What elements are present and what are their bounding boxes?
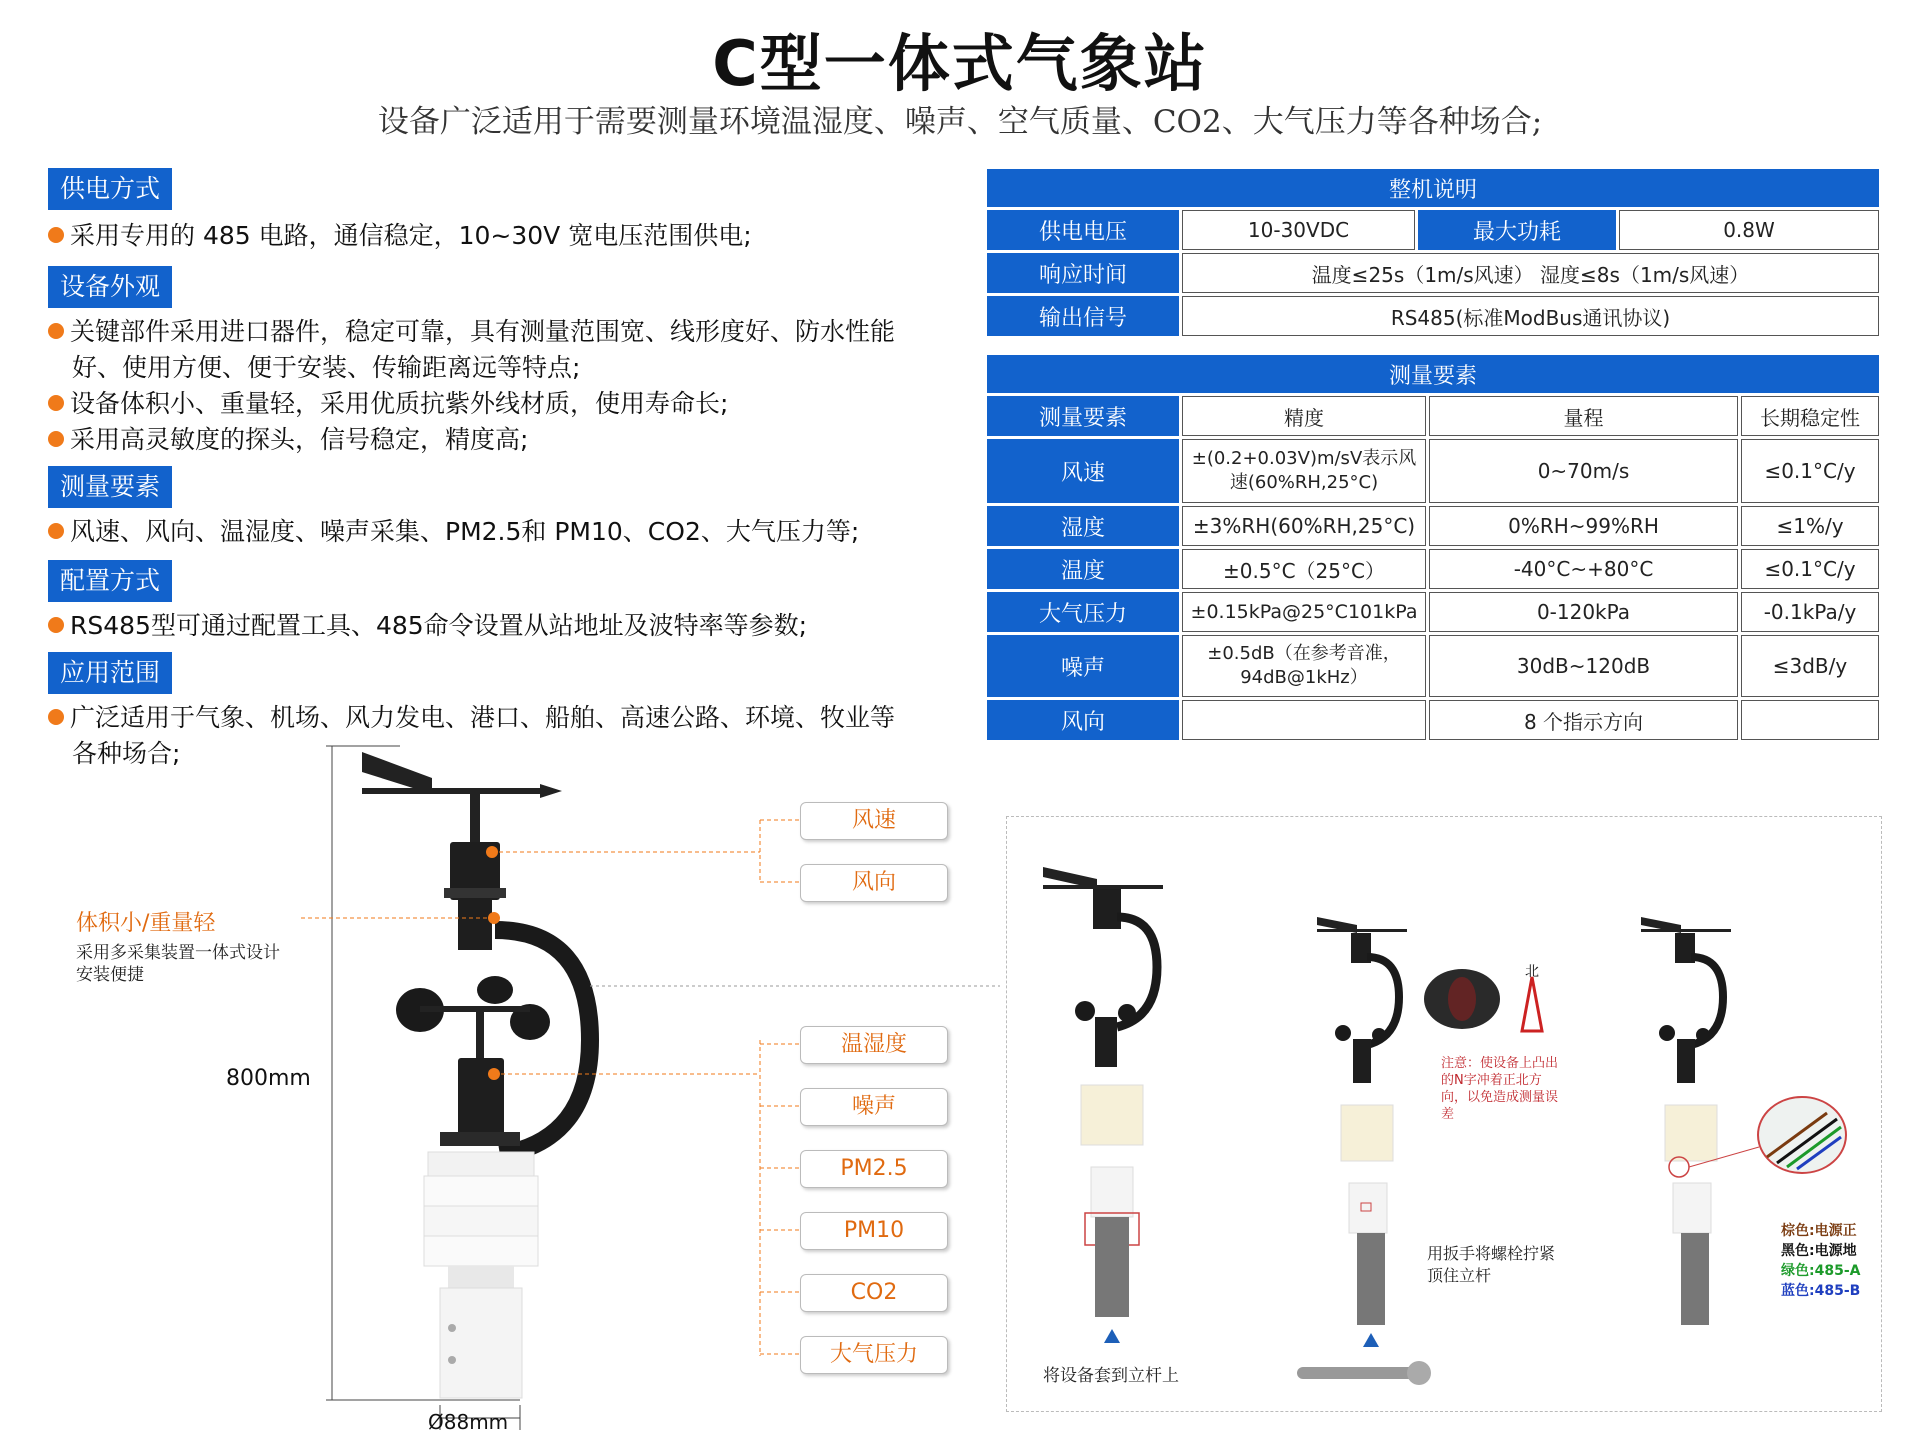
measure-stability: ≤0.1°C/y — [1741, 439, 1879, 503]
wire-legend-item: 绿色:485-A — [1781, 1263, 1861, 1279]
measure-range: 0-120kPa — [1429, 592, 1738, 632]
section-tag-power: 供电方式 — [48, 168, 172, 210]
power-line: 采用专用的 485 电路，通信稳定，10~30V 宽电压范围供电; — [48, 218, 752, 254]
measure-name: 风速 — [987, 439, 1179, 503]
callout-temp-humidity: 温湿度 — [800, 1026, 948, 1064]
callout-co2: CO2 — [800, 1274, 948, 1312]
north-label: 北 — [1525, 964, 1539, 980]
device-illustration — [300, 740, 1000, 1430]
spec-label: 响应时间 — [987, 253, 1179, 293]
callout-noise: 噪声 — [800, 1088, 948, 1126]
callout-pressure: 大气压力 — [800, 1336, 948, 1374]
wire-legend — [1781, 1221, 1860, 1301]
bullet-dot — [48, 709, 64, 725]
bullet-dot — [48, 431, 64, 447]
spec-label: 最大功耗 — [1418, 210, 1616, 250]
bullet-dot — [48, 617, 64, 633]
spec-table-header: 整机说明 — [987, 169, 1879, 207]
spec-table — [984, 166, 1882, 339]
elements-line: 风速、风向、温湿度、噪声采集、PM2.5和 PM10、CO2、大气压力等; — [48, 514, 859, 550]
config-line: RS485型可通过配置工具、485命令设置从站地址及波特率等参数; — [48, 608, 807, 644]
measure-stability: -0.1kPa/y — [1741, 592, 1879, 632]
appearance-line-1: 关键部件采用进口器件，稳定可靠，具有测量范围宽、线形度好、防水性能 — [48, 314, 895, 350]
measure-accuracy: ±3%RH(60%RH,25°C) — [1182, 506, 1426, 546]
bullet-dot — [48, 523, 64, 539]
measure-stability: ≤0.1°C/y — [1741, 549, 1879, 589]
wire-legend-item: 黑色:电源地 — [1781, 1243, 1857, 1259]
callout-wind-speed: 风速 — [800, 802, 948, 840]
measure-stability: ≤3dB/y — [1741, 635, 1879, 697]
measure-name: 噪声 — [987, 635, 1179, 697]
install-step-1-caption: 将设备套到立杆上 — [1043, 1366, 1179, 1386]
spec-value: 温度≤25s（1m/s风速） 湿度≤8s（1m/s风速） — [1182, 253, 1879, 293]
scope-line-2: 各种场合; — [72, 739, 181, 768]
measure-range: -40°C~+80°C — [1429, 549, 1738, 589]
callout-pm25: PM2.5 — [800, 1150, 948, 1188]
measure-range: 0%RH~99%RH — [1429, 506, 1738, 546]
bullet-dot — [48, 323, 64, 339]
measure-name: 风向 — [987, 700, 1179, 740]
measure-stability — [1741, 700, 1879, 740]
measure-name: 湿度 — [987, 506, 1179, 546]
size-title: 体积小/重量轻 — [76, 911, 216, 936]
appearance-line-2: 设备体积小、重量轻，采用优质抗紫外线材质，使用寿命长; — [48, 386, 728, 422]
installation-panel — [1006, 816, 1882, 1412]
wire-legend-item: 棕色:电源正 — [1781, 1223, 1857, 1239]
measure-accuracy — [1182, 700, 1426, 740]
callout-pm10: PM10 — [800, 1212, 948, 1250]
spec-value: 10-30VDC — [1182, 210, 1415, 250]
callout-wind-direction: 风向 — [800, 864, 948, 902]
measure-stability: ≤1%/y — [1741, 506, 1879, 546]
measure-accuracy: ±0.15kPa@25°C101kPa — [1182, 592, 1426, 632]
spec-label: 供电电压 — [987, 210, 1179, 250]
measure-range: 0~70m/s — [1429, 439, 1738, 503]
size-desc-1: 采用多采集装置一体式设计 — [76, 943, 280, 963]
height-dimension: 800mm — [226, 1066, 311, 1091]
appearance-line-3: 采用高灵敏度的探头，信号稳定，精度高; — [48, 422, 528, 458]
size-desc-2: 安装便捷 — [76, 965, 144, 985]
spec-value: 0.8W — [1619, 210, 1879, 250]
bullet-dot — [48, 395, 64, 411]
scope-line-1: 广泛适用于气象、机场、风力发电、港口、船舶、高速公路、环境、牧业等 — [48, 700, 895, 736]
measure-table — [984, 352, 1882, 743]
column-header: 长期稳定性 — [1741, 396, 1879, 436]
install-note: 注意：使设备上凸出的N字冲着正北方向，以免造成测量误差 — [1441, 1056, 1559, 1122]
page-subtitle: 设备广泛适用于需要测量环境温湿度、噪声、空气质量、CO2、大气压力等各种场合; — [377, 104, 1543, 140]
measure-accuracy: ±0.5°C（25°C） — [1182, 549, 1426, 589]
wire-legend-item: 蓝色:485-B — [1781, 1283, 1861, 1299]
measure-range: 30dB~120dB — [1429, 635, 1738, 697]
bullet-dot — [48, 227, 64, 243]
section-tag-scope: 应用范围 — [48, 652, 172, 694]
measure-accuracy: ±(0.2+0.03V)m/sV表示风速(60%RH,25°C) — [1182, 439, 1426, 503]
diameter-dimension: Ø88mm — [428, 1410, 509, 1434]
section-tag-config: 配置方式 — [48, 560, 172, 602]
section-tag-appearance: 设备外观 — [48, 266, 172, 308]
spec-label: 输出信号 — [987, 296, 1179, 336]
spec-value: RS485(标准ModBus通讯协议) — [1182, 296, 1879, 336]
column-header: 测量要素 — [987, 396, 1179, 436]
install-step-1-device — [1043, 867, 1163, 1343]
install-step-2-device — [1297, 917, 1542, 1385]
section-tag-elements: 测量要素 — [48, 466, 172, 508]
measure-name: 大气压力 — [987, 592, 1179, 632]
column-header: 量程 — [1429, 396, 1738, 436]
appearance-line-1b: 好、使用方便、便于安装、传输距离远等特点; — [72, 353, 581, 382]
install-step-2-caption-b: 顶住立杆 — [1427, 1266, 1492, 1285]
column-header: 精度 — [1182, 396, 1426, 436]
measure-accuracy: ±0.5dB（在参考音准，94dB@1kHz） — [1182, 635, 1426, 697]
measure-table-header: 测量要素 — [987, 355, 1879, 393]
page-title: C型一体式气象站 — [712, 27, 1208, 100]
install-step-2-caption-a: 用扳手将螺栓拧紧 — [1427, 1244, 1556, 1263]
measure-name: 温度 — [987, 549, 1179, 589]
measure-range: 8 个指示方向 — [1429, 700, 1738, 740]
